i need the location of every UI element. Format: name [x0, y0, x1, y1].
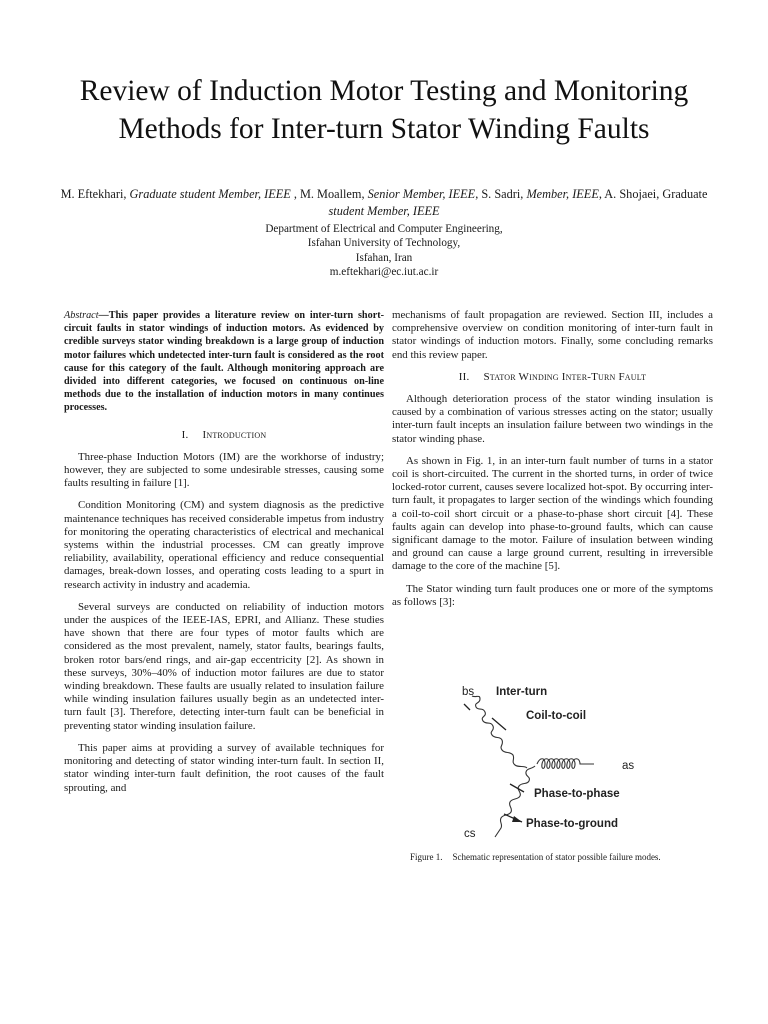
paragraph: mechanisms of fault propagation are reviewed. Section III, includes a comprehensive overview on condition monitoring of inter-turn fault in stator windings of induction motors. Finally, some concluding remarks end this review paper. [392, 309, 713, 361]
title-line-1: Review of Induction Motor Testing and Monitoring [79, 75, 689, 107]
phase-to-ground-arrow [512, 816, 522, 822]
abstract-body: —This paper provides a literature review on inter-turn short-circuit faults in stator windings of induction motors. As evidenced by credible surveys stator winding breakdown is a large group of induction motor failures which undetected inter-turn fault is considered as the root cause for this category of the fault. Although monitoring approach are divided into different categories, we focused on continuous on-line methods due to the installation of induction motors in many continues processes. [64, 310, 384, 414]
fault-marker-lines [464, 704, 524, 822]
affiliation-university: Isfahan University of Technology, [307, 237, 461, 250]
paragraph: Condition Monitoring (CM) and system diagnosis as the predictive maintenance techniques has received considerable impetus from industry for monitoring the operating characteristics of electrical and mechanical systems within the industrial processes. CM can greatly improve reliability, availability, operational efficiency and reduce consequential damages, break-down losses, and operating costs leading to a spurt in research activity in industry and academia. [64, 499, 384, 591]
figure-number: Figure 1. [410, 852, 443, 862]
label-inter-turn: Inter-turn [496, 686, 548, 698]
section-number: II. [458, 370, 470, 383]
author-name: M. Eftekhari, [60, 187, 130, 201]
abstract-lead: Abstract [64, 310, 99, 321]
section-number: I. [181, 428, 189, 441]
author-role: student Member, IEEE [328, 203, 440, 218]
coil-to-coil-marker [492, 718, 506, 730]
label-bs: bs [462, 686, 475, 698]
inter-turn-marker [464, 704, 470, 710]
label-cs: cs [464, 828, 476, 840]
author-role: Member, IEEE [526, 187, 599, 201]
right-column [392, 309, 713, 618]
figure-caption [410, 852, 710, 863]
label-phase-to-phase: Phase-to-phase [534, 788, 620, 800]
affiliation-block [100, 222, 668, 280]
paragraph: This paper aims at providing a survey of available techniques for monitoring and detecting of stator winding inter-turn fault. In section II, stator winding inter-turn fault definition, the root causes of the fault sprouting, and [64, 741, 384, 794]
affiliation-department: Department of Electrical and Computer Engineering, [265, 223, 503, 235]
paragraph: As shown in Fig. 1, in an inter-turn fault number of turns in a stator coil is short-circuited. The current in the shorted turns, in order of twice locked-rotor current, causes severe localized hot-spot. By occurring inter-turn fault, it propagates to larger section of the windings which founding a coil-to-coil short circuit or a phase-to-phase short circuit [4]. These faults again can develop into phase-to-ground faults, which can cause significant damage to the motor. Failure of insulation between winding and ground can cause a large ground current, resulting in irreversible damage to the core of the machine [5]. [392, 454, 713, 573]
section-title: Stator Winding Inter-Turn Fault [483, 370, 647, 383]
section-heading-introduction [64, 429, 384, 442]
as-winding [537, 759, 594, 769]
bs-winding [472, 696, 527, 768]
author-list [50, 186, 718, 219]
paper-title [40, 72, 728, 148]
label-phase-to-ground: Phase-to-ground [526, 818, 618, 830]
affiliation-city: Isfahan, Iran [355, 251, 413, 264]
author-role: Senior Member, IEEE [367, 187, 476, 201]
author-name: , A. Shojaei, Graduate [598, 187, 708, 201]
paragraph: Several surveys are conducted on reliability of induction motors under the auspices of the IEEE-IAS, EPRI, and Allianz. These studies have shown that there are four types of motor faults which are considered as the most prevalent, namely, stator faults, bearings faults, broken rotor bars/end rings, and air-gap eccentricity [2]. As shown in these surveys, 30%–40% of induction motor failures are due to stator winding breakdown. These faults are usually related to insulation failure while winding insulation failures usually begin as an undetected inter-turn fault [3]. Therefore, detecting inter-turn fault can be beneficial in preventing stator winding insulation failure. [64, 600, 384, 732]
arrowheads [512, 816, 522, 822]
author-name: , M. Moallem, [290, 187, 368, 201]
figure-stator-failure-modes [450, 682, 650, 842]
phase-to-phase-marker [510, 784, 524, 792]
title-line-2: Methods for Inter-turn Stator Winding Faults [118, 113, 650, 145]
section-title: Introduction [202, 428, 267, 441]
paragraph: Although deterioration process of the stator winding insulation is caused by a combination of various stresses acting on the stator; usually inter-turn fault incepts an insulation failure between two windings in the stator winding phase. [392, 393, 713, 445]
figure-caption-text: Schematic representation of stator possible failure modes. [452, 852, 661, 862]
label-as: as [622, 760, 635, 772]
author-name: , S. Sadri, [475, 187, 527, 201]
paragraph: The Stator winding turn fault produces one or more of the symptoms as follows [3]: [392, 582, 713, 608]
left-column [64, 309, 384, 804]
author-role: Graduate student Member, IEEE [129, 187, 291, 201]
author-email: m.eftekhari@ec.iut.ac.ir [329, 266, 439, 279]
abstract [64, 309, 384, 415]
paragraph: Three-phase Induction Motors (IM) are the workhorse of industry; however, they are subjected to some undesirable stresses, causing some faults resulting in failure [1]. [64, 450, 384, 490]
label-coil-to-coil: Coil-to-coil [526, 710, 587, 722]
section-heading-stator-fault [392, 371, 713, 384]
